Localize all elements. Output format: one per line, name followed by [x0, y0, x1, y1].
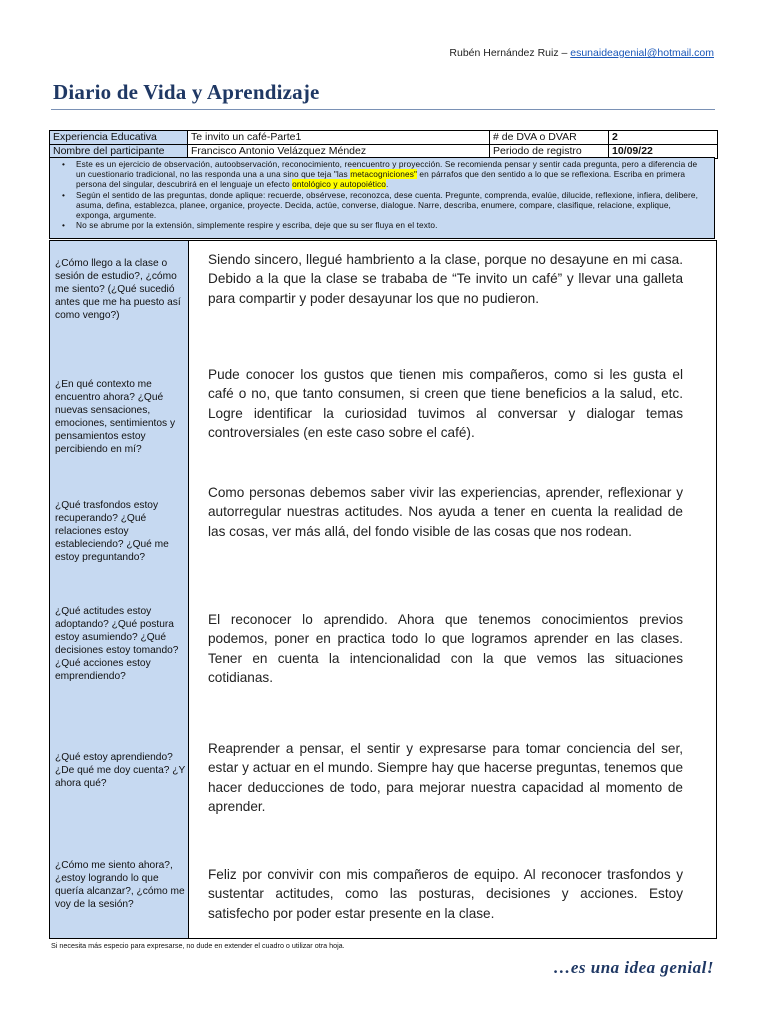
question-2: ¿En qué contexto me encuentro ahora? ¿Qué nuevas sensaciones, emociones, sentimientos y pensamientos estoy percibiendo en mí?	[55, 379, 176, 455]
instruction-item: • Según el sentido de las preguntas, donde aplique: recuerde, obsérvese, reconozca, dese cuenta. Pregunte, comprenda, evalúe, dilucide, reflexione, infiera, delibere, asuma, defina, establezca, planee, organice, proyecte. Decida, actúe, converse, dialogue. Narre, describa, enumere, compare, clasifique, relacione, explique, exponga, argumente.	[76, 190, 708, 221]
footnote: Si necesita más especio para expresarse, no dude en extender el cuadro o utilizar otra hoja.	[51, 941, 345, 950]
experience-value: Te invito un café-Parte1	[188, 131, 490, 145]
author-email-link[interactable]: esunaideagenial@hotmail.com	[570, 47, 714, 59]
answer-1: Siendo sincero, llegué hambriento a la clase, porque no desayune en mi casa. Debido a la que la clase se trababa de “Te invito un café” y llevar una galleta para compartir y poder desayunar los que no pudieron.	[208, 252, 683, 306]
questions-column	[50, 241, 189, 938]
journal-table	[49, 240, 717, 939]
info-row-experience	[50, 131, 718, 145]
info-table	[49, 130, 718, 159]
title-divider	[51, 109, 715, 110]
highlight-metacogniciones: metacogniciones"	[350, 169, 417, 180]
question-6: ¿Cómo me siento ahora?, ¿estoy logrando lo que quería alcanzar?, ¿cómo me voy de la sesión?	[55, 860, 185, 910]
page-title: Diario de Vida y Aprendizaje	[53, 80, 320, 104]
answer-3: Como personas debemos saber vivir las experiencias, aprender, reflexionar y autorregular nuestras actitudes. Nos ayuda a tener en cuenta la realidad de las cosas, ver más allá, del fondo visible de las cosas que nos rodean.	[208, 485, 683, 539]
instruction-1-text-b: en párrafos que den sentido a lo que se reflexiona. Escriba en primera persona del singular, descubrirá en el lenguaje un efecto	[76, 169, 686, 190]
instruction-item	[76, 159, 708, 190]
highlight-ontologico: ontológico y autopoiético	[292, 179, 386, 190]
participant-label: Nombre del participante	[50, 145, 188, 159]
tagline: …es una idea genial!	[553, 958, 714, 977]
answer-6: Feliz por convivir con mis compañeros de equipo. Al reconocer trasfondos y sustentar actitudes, como las posturas, decisiones y acciones. Estoy satisfecho por poder estar presente en la clase.	[208, 867, 683, 921]
instructions-box	[49, 157, 715, 239]
question-5: ¿Qué estoy aprendiendo? ¿De qué me doy cuenta? ¿Y ahora qué?	[55, 752, 186, 789]
question-4: ¿Qué actitudes estoy adoptando? ¿Qué postura estoy asumiendo? ¿Qué decisiones estoy tomando? ¿Qué acciones estoy emprendiendo?	[55, 606, 179, 682]
instructions-list	[60, 159, 708, 230]
question-3: ¿Qué trasfondos estoy recuperando? ¿Qué relaciones estoy estableciendo? ¿Qué me estoy preguntando?	[55, 500, 169, 563]
author-name: Rubén Hernández Ruiz –	[449, 47, 568, 59]
period-value: 10/09/22	[609, 145, 718, 159]
period-label: Periodo de registro	[490, 145, 609, 159]
dva-value: 2	[609, 131, 718, 145]
author-line	[449, 47, 714, 59]
dva-label: # de DVA o DVAR	[490, 131, 609, 145]
participant-value: Francisco Antonio Velázquez Méndez	[188, 145, 490, 159]
question-1: ¿Cómo llego a la clase o sesión de estudio?, ¿cómo me siento? (¿Qué sucedió antes que me ha puesto así como vengo?)	[55, 258, 181, 321]
instruction-1-text-a: Este es un ejercicio de observación, autoobservación, reconocimiento, reencuentro y proyección. Se recomienda pensar y sentir cada pregunta, pero a diferencia de un cuestionario tradicional, no las responda una a una sino que teja "las	[76, 159, 698, 180]
answer-2: Pude conocer los gustos que tienen mis compañeros, como si les gusta el café o no, que tanto consumen, si creen que tiene beneficios a la salud, etc. Logre identificar la curiosidad tuvimos al conversar y dialogar temas controversiales (en este caso sobre el café).	[208, 367, 683, 440]
experience-label: Experiencia Educativa	[50, 131, 188, 145]
answer-4: El reconocer lo aprendido. Ahora que tenemos conocimientos previos podemos, poner en practica todo lo que logramos aprender en las clases. Tener en cuenta la intencionalidad con la que vemos las situaciones cotidianas.	[208, 612, 683, 685]
instruction-1-text-c: .	[385, 179, 389, 190]
answer-5: Reaprender a pensar, el sentir y expresarse para tomar conciencia del ser, estar y actuar en el mundo. Siempre hay que hacerse preguntas, tenemos que hacer deducciones de todo, para mejorar nuestra capacidad al momento de aprender.	[208, 741, 683, 814]
instruction-item: • No se abrume por la extensión, simplemente respire y escriba, deje que su ser fluya en el texto.	[76, 220, 708, 230]
